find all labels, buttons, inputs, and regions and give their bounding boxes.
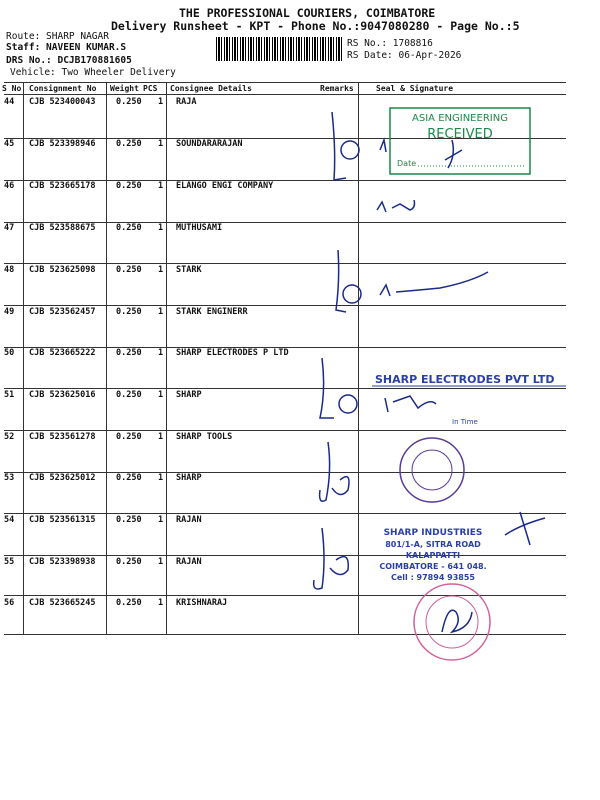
row-weight: 0.250 bbox=[116, 432, 142, 442]
row-consignment: CJB 523561315 bbox=[29, 515, 96, 525]
vehicle-label: Vehicle: Two Wheeler Delivery bbox=[10, 67, 176, 78]
sign-48 bbox=[380, 272, 488, 296]
rs-number: RS No.: 1708816 bbox=[347, 38, 433, 49]
row-consignment: CJB 523625098 bbox=[29, 265, 96, 275]
row-sno: 52 bbox=[4, 432, 15, 442]
row-weight: 0.250 bbox=[116, 390, 142, 400]
remark-circle-48 bbox=[343, 285, 361, 303]
row-consignee: SHARP bbox=[176, 390, 202, 400]
row-pcs: 1 bbox=[158, 557, 164, 567]
row-consignee: MUTHUSAMI bbox=[176, 223, 223, 233]
remark-mark-55 bbox=[314, 528, 349, 589]
drs-number: DRS No.: DCJB170881605 bbox=[6, 55, 132, 66]
row-pcs: 1 bbox=[158, 307, 164, 317]
row-sno: 50 bbox=[4, 348, 15, 358]
sharp-electrodes-name: SHARP ELECTRODES PVT LTD bbox=[375, 373, 555, 386]
sign-45 bbox=[380, 140, 386, 152]
row-consignment: CJB 523588675 bbox=[29, 223, 96, 233]
row-consignee: SHARP ELECTRODES P LTD bbox=[176, 348, 289, 358]
row-sno: 54 bbox=[4, 515, 15, 525]
col-weight: Weight bbox=[110, 84, 139, 93]
row-pcs: 1 bbox=[158, 473, 164, 483]
row-consignment: CJB 523665245 bbox=[29, 598, 96, 608]
row-consignment: CJB 523665178 bbox=[29, 181, 96, 191]
row-consignment: CJB 523398946 bbox=[29, 139, 96, 149]
row-consignee: SHARP TOOLS bbox=[176, 432, 233, 442]
row-consignee: RAJA bbox=[176, 97, 197, 107]
row-pcs: 1 bbox=[158, 97, 164, 107]
pink-seal bbox=[414, 584, 490, 660]
row-weight: 0.250 bbox=[116, 139, 142, 149]
row-weight: 0.250 bbox=[116, 348, 142, 358]
col-consignee: Consignee Details bbox=[170, 84, 252, 93]
sharp-ind-addr2: KALAPPATTI bbox=[405, 551, 461, 560]
row-pcs: 1 bbox=[158, 598, 164, 608]
remark-circle-45 bbox=[341, 141, 359, 159]
row-sno: 45 bbox=[4, 139, 15, 149]
row-pcs: 1 bbox=[158, 432, 164, 442]
route-label: Route: SHARP NAGAR bbox=[6, 31, 109, 42]
row-consignment: CJB 523398938 bbox=[29, 557, 96, 567]
row-pcs: 1 bbox=[158, 348, 164, 358]
col-pcs: PCS bbox=[143, 84, 158, 93]
sharp-ind-name: SHARP INDUSTRIES bbox=[383, 528, 483, 538]
row-sno: 49 bbox=[4, 307, 15, 317]
col-seal: Seal & Signature bbox=[376, 84, 454, 93]
row-pcs: 1 bbox=[158, 515, 164, 525]
sharp-ind-addr1: 801/1-A, SITRA ROAD bbox=[385, 540, 481, 549]
row-weight: 0.250 bbox=[116, 265, 142, 275]
row-sno: 47 bbox=[4, 223, 15, 233]
row-consignment: CJB 523665222 bbox=[29, 348, 96, 358]
row-consignee: STARK ENGINERR bbox=[176, 307, 248, 317]
sharp-ind-cell: Cell : 97894 93855 bbox=[391, 573, 475, 582]
col-remarks: Remarks bbox=[320, 84, 354, 93]
row-weight: 0.250 bbox=[116, 97, 142, 107]
remark-mark-50 bbox=[320, 358, 334, 418]
row-weight: 0.250 bbox=[116, 515, 142, 525]
row-sno: 56 bbox=[4, 598, 15, 608]
row-pcs: 1 bbox=[158, 390, 164, 400]
sharp-electrodes-time: In Time bbox=[452, 418, 478, 426]
row-consignee: ELANGO ENGI COMPANY bbox=[176, 181, 274, 191]
remark-circle-51 bbox=[339, 395, 357, 413]
company-title: THE PROFESSIONAL COURIERS, COIMBATORE bbox=[179, 6, 436, 20]
row-consignee: STARK bbox=[176, 265, 202, 275]
row-consignee: RAJAN bbox=[176, 515, 202, 525]
row-sno: 51 bbox=[4, 390, 15, 400]
row-pcs: 1 bbox=[158, 265, 164, 275]
sign-54 bbox=[505, 512, 545, 545]
sharp-ind-addr3: COIMBATORE - 641 048. bbox=[379, 562, 487, 571]
remark-mark-44 bbox=[332, 112, 346, 180]
row-pcs: 1 bbox=[158, 181, 164, 191]
sign-asia bbox=[445, 140, 462, 168]
asia-date: Date bbox=[397, 159, 417, 168]
row-sno: 44 bbox=[4, 97, 15, 107]
row-sno: 48 bbox=[4, 265, 15, 275]
row-pcs: 1 bbox=[158, 139, 164, 149]
asia-name: ASIA ENGINEERING bbox=[412, 113, 508, 124]
row-consignment: CJB 523625012 bbox=[29, 473, 96, 483]
rs-date: RS Date: 06-Apr-2026 bbox=[347, 50, 462, 61]
row-consignment: CJB 523400043 bbox=[29, 97, 96, 107]
asia-received: RECEIVED bbox=[427, 127, 493, 142]
row-sno: 55 bbox=[4, 557, 15, 567]
runsheet-title: Delivery Runsheet - KPT - Phone No.:9047080280 - Page No.:5 bbox=[111, 19, 520, 33]
sign-46 bbox=[377, 200, 415, 212]
row-consignee: SOUNDARARAJAN bbox=[176, 139, 243, 149]
row-consignee: KRISHNARAJ bbox=[176, 598, 228, 608]
row-consignment: CJB 523561278 bbox=[29, 432, 96, 442]
staff-label: Staff: NAVEEN KUMAR.S bbox=[6, 42, 127, 53]
row-weight: 0.250 bbox=[116, 307, 142, 317]
sign-56 bbox=[442, 610, 472, 632]
row-sno: 53 bbox=[4, 473, 15, 483]
row-weight: 0.250 bbox=[116, 598, 142, 608]
remark-mark-48 bbox=[336, 250, 346, 312]
remark-mark-53 bbox=[320, 442, 349, 501]
asia-engineering-stamp bbox=[390, 108, 530, 174]
row-consignee: RAJAN bbox=[176, 557, 202, 567]
row-weight: 0.250 bbox=[116, 557, 142, 567]
round-seal bbox=[400, 438, 464, 502]
row-pcs: 1 bbox=[158, 223, 164, 233]
row-consignment: CJB 523562457 bbox=[29, 307, 96, 317]
sharp-industries-stamp bbox=[379, 528, 486, 582]
row-weight: 0.250 bbox=[116, 473, 142, 483]
row-weight: 0.250 bbox=[116, 223, 142, 233]
sign-51 bbox=[385, 396, 436, 412]
col-consignment: Consignment No bbox=[29, 84, 97, 93]
row-consignment: CJB 523625016 bbox=[29, 390, 96, 400]
row-sno: 46 bbox=[4, 181, 15, 191]
col-sno: S No bbox=[2, 84, 22, 93]
row-consignee: SHARP bbox=[176, 473, 202, 483]
row-weight: 0.250 bbox=[116, 181, 142, 191]
